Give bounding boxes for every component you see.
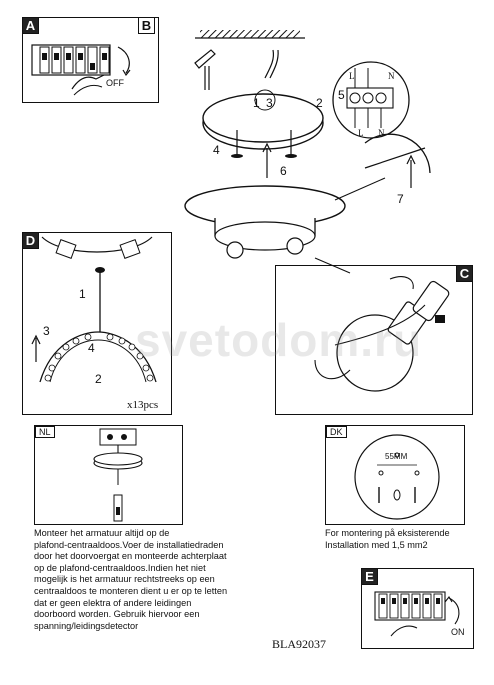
panel-b-tag: B [138,17,155,34]
terminal-n-label-1: N [388,71,395,81]
step-6-label: 6 [280,164,287,178]
step-3-label: 3 [266,96,273,110]
panel-d-step-2: 2 [95,372,102,386]
dk-instructions-text: For montering på eksisterende Installation med 1,5 mm2 [325,528,450,550]
panel-d-step-4: 4 [88,341,95,355]
step-7-label: 7 [397,192,404,206]
on-label: ON [451,627,465,637]
crystal-count-label: x13pcs [127,399,159,411]
terminal-l-label-1: L [349,71,355,81]
panel-d-step-1: 1 [79,287,86,301]
step-1-label: 1 [253,96,260,110]
step-5-label: 5 [338,88,345,102]
nl-instructions-text: Monteer het armatuur altijd op de plafond-centraaldoos.Voer de installatiedraden door het doorvoergat en monteerde achterplaat op de plafond-centraaldoos.Indien het niet mogelijk is het armatuur rechtstreeks op een centraaldoos te monteren dient u er op te letten dat er geen elektra of andere leidingen doorboord worden. Gebruik hiervoor een spanning/leidingsdetector [34,528,228,631]
panel-d-tag: D [22,232,39,249]
panel-d-step-3: 3 [43,324,50,338]
panel-nl-wiring-illustration [34,425,183,525]
step-2-label: 2 [316,96,323,110]
panel-a-breaker-illustration [22,17,159,103]
terminal-n-label-2: N [378,128,385,138]
model-number: BLA92037 [272,637,326,651]
terminal-l-label-2: L [358,128,364,138]
off-label: OFF [106,78,124,88]
panel-dk-plate-illustration [325,425,465,525]
panel-a-tag: A [22,17,39,34]
panel-dk-tag: DK [326,426,347,438]
panel-c-tag: C [456,265,473,282]
dk-measure-label: 55MM [385,452,408,461]
panel-e-tag: E [361,568,378,585]
panel-nl-tag: NL [35,426,55,438]
step-4-label: 4 [213,143,220,157]
watermark-text: svetodom.ru [135,314,423,366]
ceiling-mount-diagram [175,28,475,268]
